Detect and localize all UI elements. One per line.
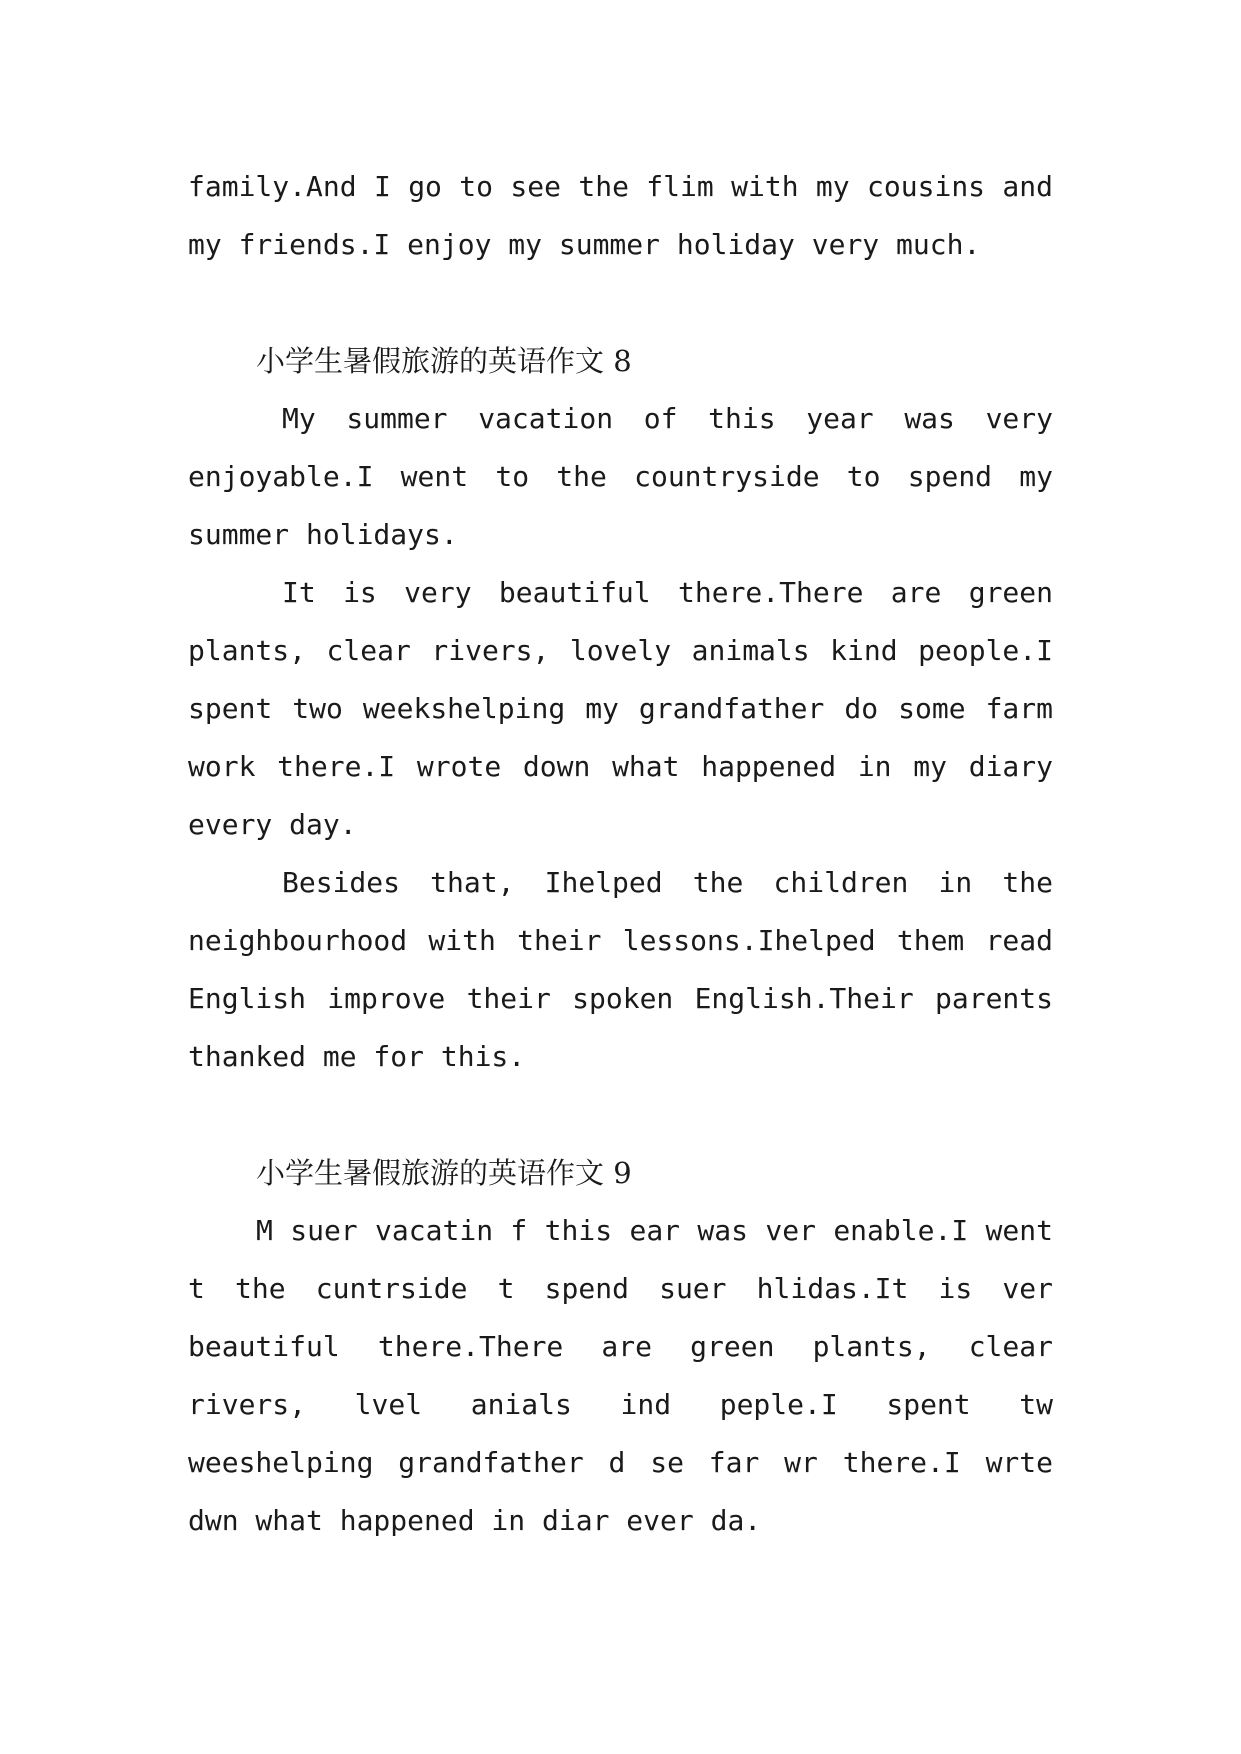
essay-8-paragraph-3: Besides that, Ihelped the children in the neighbourhood with their lessons.Ihelped them read English improve their spoken English.Their parents thanked me for this. xyxy=(188,866,1053,1073)
essay-9-heading: 小学生暑假旅游的英语作文 9 xyxy=(256,1156,632,1190)
essay-8-paragraph-2: It is very beautiful there.There are green plants, clear rivers, lovely animals kind people.I spent two weekshelping my grandfather do some farm work there.I wrote down what happened in my diary every day. xyxy=(188,576,1053,841)
section-spacer xyxy=(188,274,1053,332)
section-spacer xyxy=(188,1086,1053,1144)
essay-8-heading: 小学生暑假旅游的英语作文 8 xyxy=(256,344,632,378)
paragraph-intro: family.And I go to see the flim with my cousins and my friends.I enjoy my summer holiday very much. xyxy=(188,170,1053,261)
essay-9-paragraph-1: M suer vacatin f this ear was ver enable.I went t the cuntrside t spend suer hlidas.It is ver beautiful there.There are green plants, clear rivers, lvel anials ind peple.I spent tw weeshelping grandfather d se far wr there.I wrte dwn what happened in diar ever da. xyxy=(188,1214,1053,1537)
essay-8-paragraph-1: My summer vacation of this year was very enjoyable.I went to the countryside to spend my summer holidays. xyxy=(188,402,1053,551)
document-body xyxy=(188,158,1053,1550)
